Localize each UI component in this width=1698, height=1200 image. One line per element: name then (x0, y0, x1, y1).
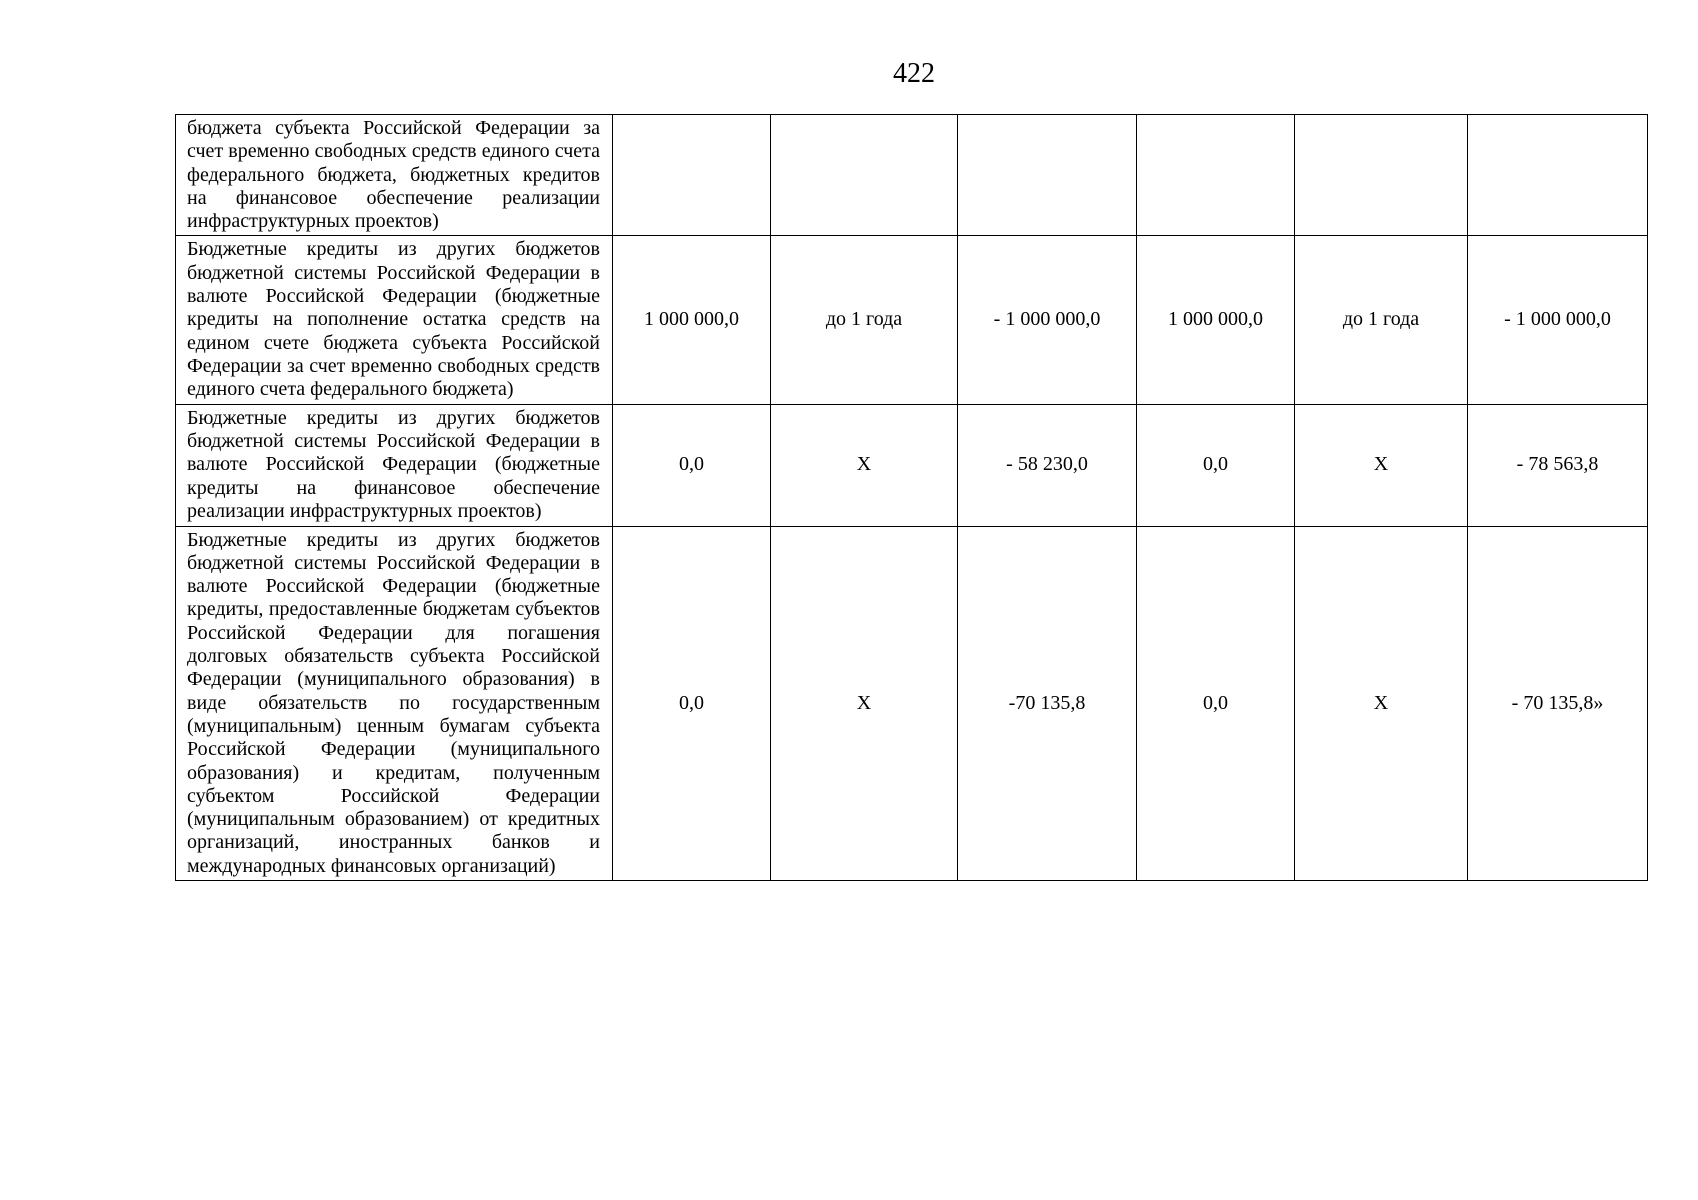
amount-cell: -70 135,8 (958, 526, 1137, 880)
table-row (176, 404, 1648, 526)
amount-cell (1137, 115, 1295, 236)
table-row (176, 236, 1648, 404)
row-description: Бюджетные кредиты из других бюджетов бюджетной системы Российской Федерации в валюте Российской Федерации (бюджетные кредиты на финансовое обеспечение реализации инфраструктурных проектов) (176, 404, 613, 526)
term-cell: X (771, 526, 958, 880)
page-number: 422 (893, 58, 935, 89)
amount-cell: 0,0 (1137, 526, 1295, 880)
amount-cell: 1 000 000,0 (1137, 236, 1295, 404)
row-description: Бюджетные кредиты из других бюджетов бюджетной системы Российской Федерации в валюте Российской Федерации (бюджетные кредиты на пополнение остатка средств на едином счете бюджета субъекта Российской Федерации за счет временно свободных средств единого счета федерального бюджета) (176, 236, 613, 404)
amount-cell: 0,0 (613, 404, 771, 526)
amount-cell (958, 115, 1137, 236)
term-cell (771, 115, 958, 236)
amount-cell (613, 115, 771, 236)
amount-cell: - 1 000 000,0 (1468, 236, 1648, 404)
table-row (176, 115, 1648, 236)
term-cell: X (771, 404, 958, 526)
amount-cell (1468, 115, 1648, 236)
row-description: бюджета субъекта Российской Федерации за счет временно свободных средств единого счета федерального бюджета, бюджетных кредитов на финансовое обеспечение реализации инфраструктурных проектов) (176, 115, 613, 236)
amount-cell: - 70 135,8» (1468, 526, 1648, 880)
term-cell: до 1 года (1295, 236, 1468, 404)
term-cell: X (1295, 526, 1468, 880)
row-description: Бюджетные кредиты из других бюджетов бюджетной системы Российской Федерации в валюте Российской Федерации (бюджетные кредиты, предоставленные бюджетам субъектов Российской Федерации для погашения долговых обязательств субъекта Российской Федерации (муниципального образования) в виде обязательств по государственным (муниципальным) ценным бумагам субъекта Российской Федерации (муниципального образования) и кредитам, полученным субъектом Российской Федерации (муниципальным образованием) от кредитных организаций, иностранных банков и международных финансовых организаций) (176, 526, 613, 880)
amount-cell: 1 000 000,0 (613, 236, 771, 404)
table-row (176, 526, 1648, 880)
budget-credits-table (175, 114, 1648, 881)
amount-cell: - 58 230,0 (958, 404, 1137, 526)
amount-cell: 0,0 (613, 526, 771, 880)
term-cell: X (1295, 404, 1468, 526)
term-cell (1295, 115, 1468, 236)
amount-cell: - 78 563,8 (1468, 404, 1648, 526)
amount-cell: 0,0 (1137, 404, 1295, 526)
amount-cell: - 1 000 000,0 (958, 236, 1137, 404)
term-cell: до 1 года (771, 236, 958, 404)
